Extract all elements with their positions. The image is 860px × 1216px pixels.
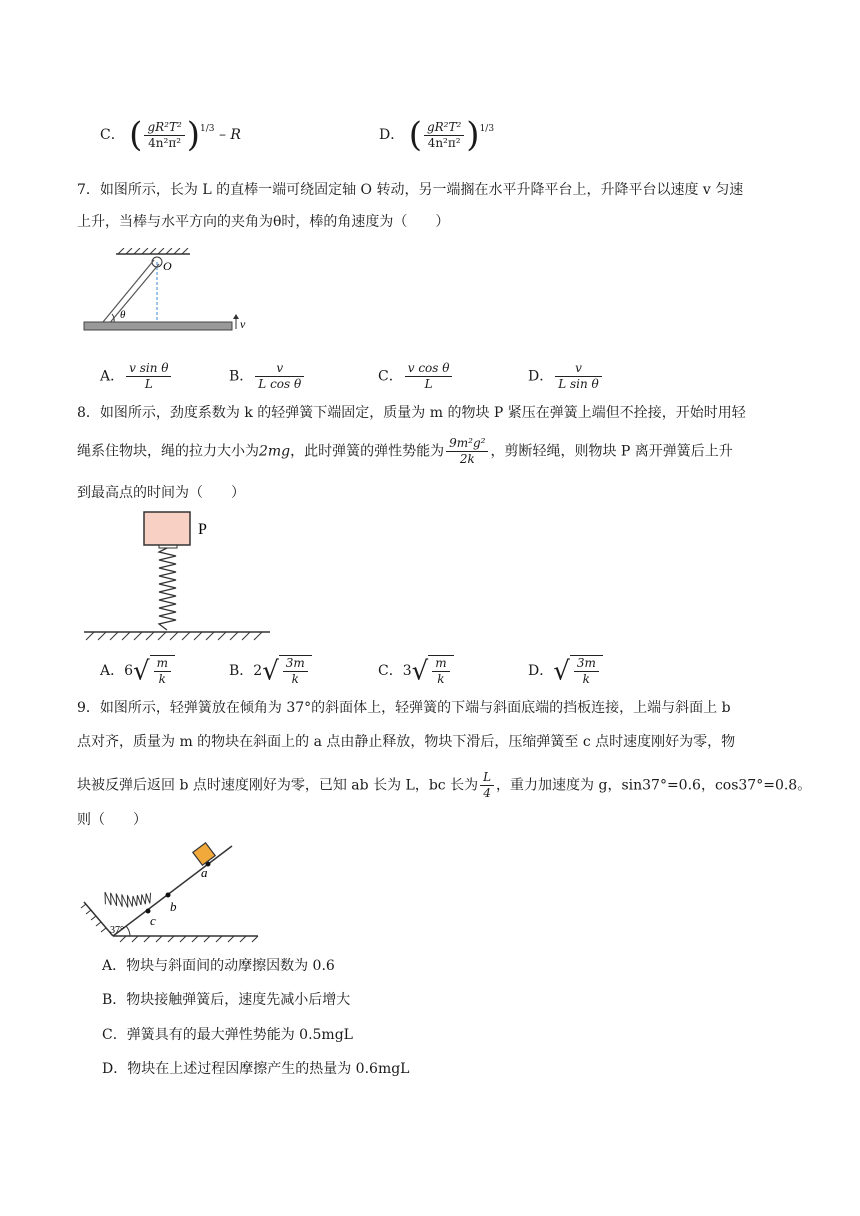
q8-figure — [80, 508, 280, 644]
spring — [159, 548, 176, 630]
q8-option-b — [229, 655, 312, 687]
platform — [84, 322, 232, 330]
q8-option-c — [378, 655, 454, 687]
fraction-numerator: m — [432, 656, 449, 672]
option-label: C． — [100, 127, 125, 143]
q9-figure — [80, 838, 265, 948]
fraction-denominator: k — [158, 672, 166, 686]
q9-option-b: B．物块接触弹簧后，速度先减小后增大 — [102, 992, 351, 1008]
fraction-numerator: v — [255, 361, 304, 377]
option-label: D． — [379, 127, 405, 143]
q6-option-d — [379, 115, 495, 155]
q7-stem-line1: 7．如图所示，长为 L 的直棒一端可绕固定轴 O 转动，另一端搁在水平升降平台上，升降平台以速度 v 匀速 — [77, 182, 744, 198]
angle-arc — [126, 926, 130, 936]
fraction — [144, 120, 184, 151]
paren-left: ( — [408, 115, 422, 155]
q7-option-a — [100, 361, 173, 392]
math-2mg: 2mg — [259, 443, 291, 460]
ground-hatch — [86, 632, 262, 640]
fraction-denominator: 4n²π² — [148, 135, 182, 150]
sqrt: √ $\frac{m}{k}$ — [133, 655, 175, 687]
fraction-denominator: k — [291, 672, 299, 686]
fraction — [480, 770, 494, 801]
paren-right: ) — [466, 115, 480, 155]
q7-option-c — [378, 361, 454, 392]
label-theta: θ — [120, 309, 126, 321]
label-angle: 37° — [110, 925, 124, 936]
fraction — [255, 361, 304, 392]
q7-option-b — [229, 361, 306, 392]
fraction-denominator: k — [437, 672, 445, 686]
fraction — [446, 436, 488, 467]
text-segment: ，此时弹簧的弹性势能为 — [290, 443, 445, 460]
block-p — [144, 512, 190, 545]
fraction — [126, 361, 171, 392]
label-v: v — [240, 317, 246, 331]
fraction — [154, 656, 171, 687]
option-label: B． — [229, 663, 254, 679]
fraction-denominator: k — [582, 672, 590, 686]
q7-stem-line2: 上升，当棒与水平方向的夹角为θ时，棒的角速度为（ ） — [77, 214, 450, 230]
q7-figure — [80, 248, 255, 338]
point-b — [166, 893, 171, 898]
option-label: B． — [229, 368, 254, 385]
fraction-numerator: v sin θ — [126, 361, 171, 377]
coefficient: 6 — [124, 663, 134, 679]
ceiling-hatch — [116, 248, 190, 254]
paren-right: ) — [186, 115, 201, 155]
exponent: 1/3 — [479, 124, 495, 134]
label-c: c — [150, 913, 156, 928]
q9-option-a: A．物块与斜面间的动摩擦因数为 0.6 — [102, 958, 335, 974]
sqrt: √ $\frac{m}{k}$ — [412, 655, 454, 687]
q9-option-c: C．弹簧具有的最大弹性势能为 0.5mgL — [102, 1027, 353, 1043]
option-label: C． — [378, 663, 403, 679]
q7-option-d — [528, 361, 604, 392]
text-segment: ，重力加速度为 g，sin37°=0.6，cos37°=0.8。 — [496, 777, 812, 794]
fraction-numerator: 3m — [283, 656, 308, 672]
fraction-denominator: L sin θ — [558, 377, 599, 391]
fraction-numerator: v cos θ — [405, 361, 453, 377]
rod-edge — [108, 264, 159, 325]
fraction-numerator: L — [480, 770, 494, 786]
label-a: a — [201, 865, 208, 880]
text-segment: 绳系住物块，绳的拉力大小为 — [77, 443, 259, 460]
fraction-denominator: 4n²π² — [427, 135, 461, 150]
label-o: O — [163, 259, 172, 273]
fraction-denominator: 2k — [459, 452, 475, 466]
q9-stem-line3 — [77, 770, 812, 801]
text-segment: ，剪断轻绳，则物块 P 离开弹簧后上升 — [490, 443, 733, 460]
coefficient: 3 — [402, 663, 412, 679]
fraction — [405, 361, 453, 392]
option-label: D． — [528, 368, 554, 385]
paren-left: ( — [129, 115, 143, 155]
rod-edge — [103, 260, 154, 322]
fraction-denominator: 4 — [483, 786, 491, 800]
q8-option-a — [100, 655, 175, 687]
spring — [99, 870, 155, 925]
fraction — [432, 656, 449, 687]
option-label: C． — [378, 368, 403, 385]
q9-stem-line4: 则（ ） — [77, 812, 147, 828]
sqrt: √ $\frac{3m}{k}$ — [553, 655, 603, 687]
fraction-numerator: v — [555, 361, 602, 377]
q8-stem-line2 — [77, 436, 797, 467]
option-label: A． — [100, 663, 125, 679]
spring-cap — [159, 545, 177, 548]
label-p: P — [198, 521, 207, 538]
sqrt: √ $\frac{3m}{k}$ — [262, 655, 312, 687]
fraction-denominator: L cos θ — [258, 377, 302, 391]
q8-stem-line1: 8．如图所示，劲度系数为 k 的轻弹簧下端固定，质量为 m 的物块 P 紧压在弹簧上端但不拴接，开始时用轻 — [77, 405, 746, 421]
fraction — [555, 361, 602, 392]
option-tail: – R — [218, 127, 241, 143]
q8-stem-line3: 到最高点的时间为（ ） — [77, 485, 245, 501]
fraction-denominator: L — [424, 377, 433, 391]
q9-option-d: D．物块在上述过程因摩擦产生的热量为 0.6mgL — [102, 1061, 410, 1077]
baffle-hatch — [81, 904, 106, 932]
q6-option-c — [100, 115, 241, 155]
velocity-arrowhead — [233, 314, 239, 319]
fraction-numerator: gR²T² — [144, 120, 184, 136]
fraction-numerator: 3m — [574, 656, 599, 672]
fraction — [574, 656, 599, 687]
q8-option-d — [528, 655, 603, 687]
fraction — [283, 656, 308, 687]
option-label: D． — [528, 663, 554, 679]
baffle — [84, 902, 113, 936]
text-segment: 块被反弹后返回 b 点时速度刚好为零，已知 ab 长为 L，bc 长为 — [77, 777, 479, 794]
fraction — [424, 120, 464, 151]
fraction-numerator: gR²T² — [424, 120, 464, 136]
q9-stem-line1: 9．如图所示，轻弹簧放在倾角为 37°的斜面体上，轻弹簧的下端与斜面底端的挡板连接，上端与斜面上 b — [77, 700, 731, 716]
fraction-numerator: m — [154, 656, 171, 672]
fraction-numerator: 9m²g² — [446, 436, 488, 452]
ground-hatch — [120, 936, 258, 942]
coefficient: 2 — [253, 663, 263, 679]
q9-stem-line2: 点对齐，质量为 m 的物块在斜面上的 a 点由静止释放，物块下滑后，压缩弹簧至 c 点时速度刚好为零，物 — [77, 734, 736, 750]
incline — [113, 846, 232, 936]
label-b: b — [170, 899, 177, 914]
fraction-denominator: L — [144, 377, 153, 391]
exponent: 1/3 — [200, 124, 215, 134]
option-label: A． — [100, 368, 125, 385]
